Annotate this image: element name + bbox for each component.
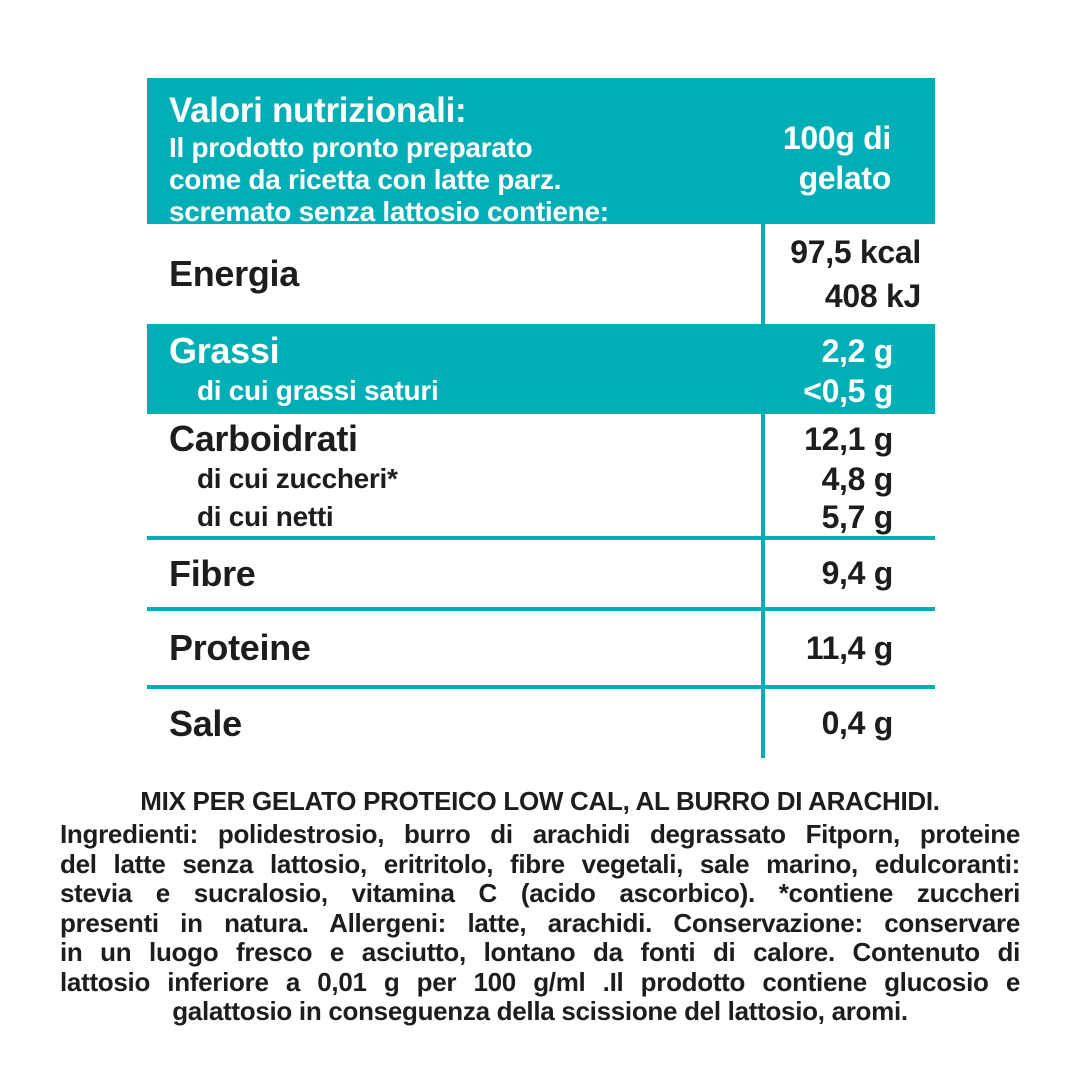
proteine-value: 11,4 g — [805, 629, 893, 666]
amount-line-2: gelato — [798, 160, 891, 196]
product-name: MIX PER GELATO PROTEICO LOW CAL, AL BURRO DI ARACHIDI. — [140, 786, 940, 816]
sale-value: 0,4 g — [821, 705, 893, 741]
carboidrati-main-line — [147, 418, 935, 460]
ingredients-line: stevia e sucralosio, vitamina C (acido ascorbico). *contiene zuccheri — [60, 878, 1020, 908]
carboidrati-value: 12,1 g — [804, 420, 893, 457]
table-title: Valori nutrizionali: — [169, 91, 467, 130]
row-proteine — [147, 611, 935, 685]
table-subtitle-line: scremato senza lattosio contiene: — [169, 196, 609, 227]
proteine-label: Proteine — [169, 627, 311, 668]
row-energia — [147, 224, 935, 324]
energia-values — [763, 230, 935, 318]
netti-label: di cui netti — [197, 501, 334, 532]
energia-kj: 408 kJ — [824, 278, 921, 314]
zuccheri-value: 4,8 g — [821, 460, 893, 497]
ingredients-line: presenti in natura. Allergeni: latte, arachidi. Conservazione: conservare — [60, 907, 1020, 938]
ingredients-line: del latte senza lattosio, eritritolo, fibre vegetali, sale marino, edulcoranti: — [60, 848, 1020, 879]
fibre-label: Fibre — [169, 552, 256, 594]
grassi-main-line — [147, 330, 935, 372]
amount-line-1: 100g di — [782, 120, 891, 156]
fibre-value: 9,4 g — [821, 555, 893, 591]
ingredients-line: lattosio inferiore a 0,01 g per 100 g/ml .Il prodotto contiene glucosio e — [60, 966, 1020, 997]
ingredients-line: galattosio in conseguenza della scissione del lattosio, aromi. — [172, 996, 908, 1026]
grassi-saturi-label: di cui grassi saturi — [197, 375, 439, 406]
value-column-divider — [761, 224, 765, 758]
sale-label: Sale — [169, 702, 242, 744]
zuccheri-line — [147, 460, 935, 498]
nutrition-table — [147, 78, 935, 758]
ingredients-line: Ingredienti: polidestrosio, burro di arachidi degrassato Fitporn, proteine — [60, 819, 1020, 849]
row-carboidrati — [147, 414, 935, 536]
row-fibre — [147, 540, 935, 607]
table-subtitle-line: come da ricetta con latte parz. — [169, 164, 562, 195]
grassi-label: Grassi — [169, 330, 280, 371]
ingredients-line: in un luogo fresco e asciutto, lontano da fonti di calore. Contenuto di — [60, 937, 1020, 967]
netti-value: 5,7 g — [821, 498, 893, 535]
grassi-saturi-line — [147, 372, 935, 410]
carboidrati-label: Carboidrati — [169, 418, 358, 459]
ingredients-section — [60, 786, 1020, 1027]
ingredients-text — [60, 820, 1020, 1027]
table-header-text — [147, 78, 763, 227]
row-grassi — [147, 324, 935, 414]
grassi-saturi-value: <0,5 g — [803, 372, 893, 409]
energia-label: Energia — [169, 253, 299, 294]
table-header — [147, 78, 935, 227]
zuccheri-label: di cui zuccheri* — [197, 463, 398, 494]
amount-column-header — [763, 78, 935, 224]
table-subtitle-line: Il prodotto pronto preparato — [169, 132, 533, 163]
netti-line — [147, 498, 935, 536]
table-subtitle — [169, 132, 763, 228]
energia-kcal: 97,5 kcal — [790, 234, 921, 270]
row-sale — [147, 689, 935, 758]
grassi-value: 2,2 g — [821, 332, 893, 369]
